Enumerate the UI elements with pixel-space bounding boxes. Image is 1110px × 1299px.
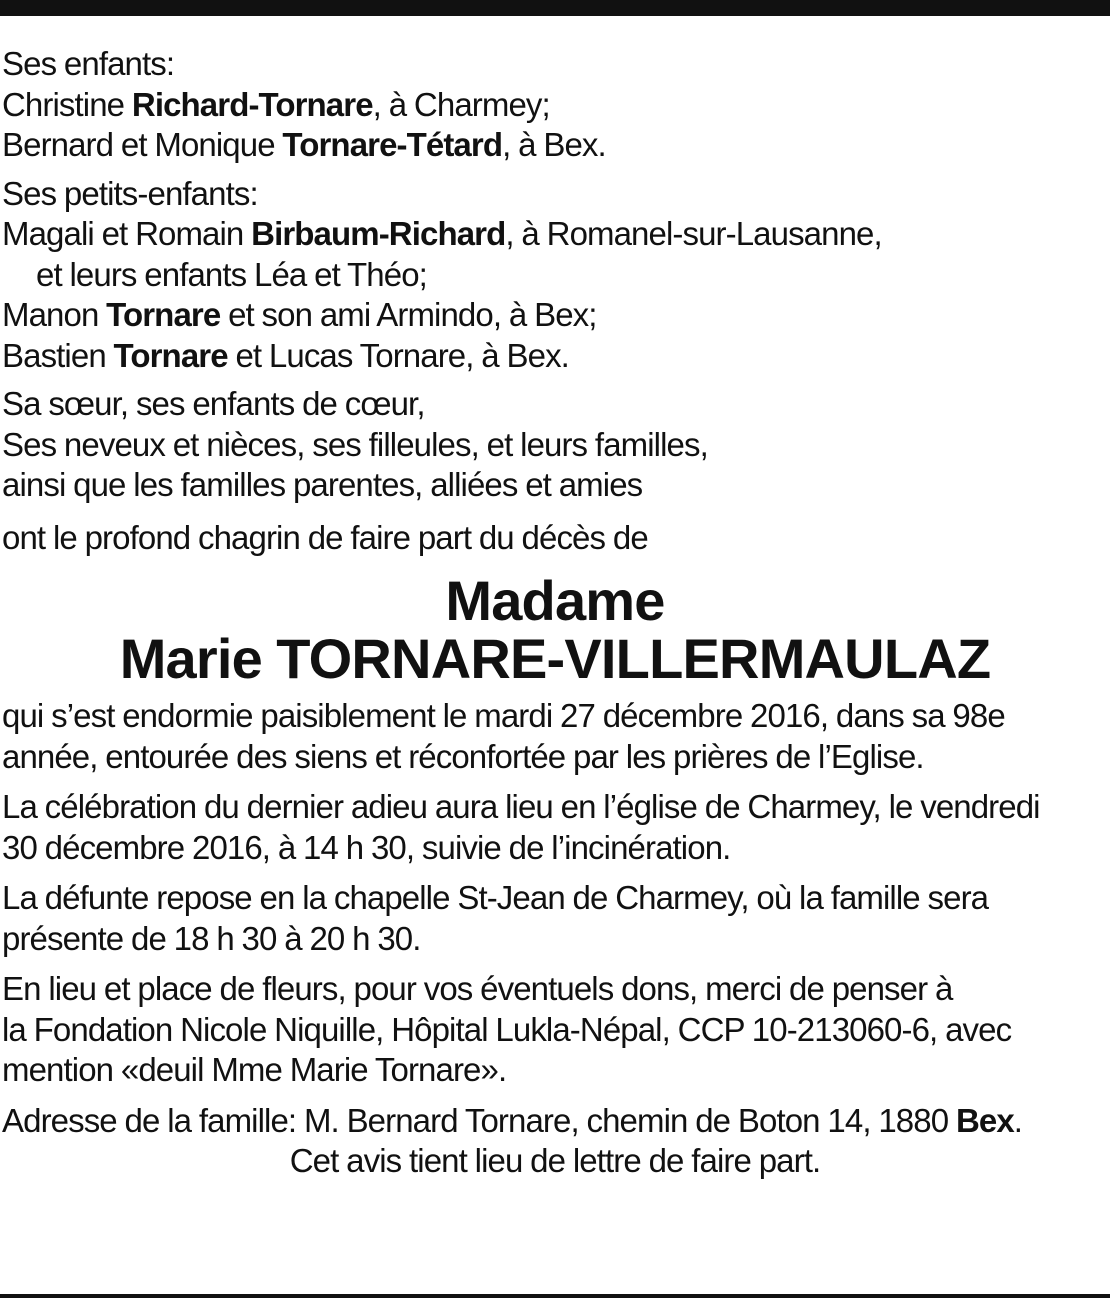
- great-grandchildren-line: et leurs enfants Léa et Théo;: [36, 255, 427, 293]
- child-surname: Richard-Tornare: [131, 85, 373, 123]
- deceased-title: Madame: [445, 569, 665, 632]
- address-paragraph: [2, 1101, 1108, 1182]
- relatives-line: Ses neveux et nièces, ses filleules, et leurs familles,: [2, 425, 708, 463]
- child-line: [2, 85, 1108, 126]
- child-line: [2, 125, 1108, 166]
- grandchild-location: , à Romanel-sur-Lausanne,: [505, 215, 882, 252]
- top-rule: [0, 0, 1110, 16]
- obituary-notice: [2, 44, 1108, 1182]
- grandchild-line: [2, 295, 1108, 336]
- grandchild-first-name: Bastien: [2, 336, 114, 374]
- relatives-line: Sa sœur, ses enfants de cœur,: [2, 385, 425, 422]
- child-first-name: Christine: [2, 85, 132, 123]
- deceased-block: [2, 569, 1108, 690]
- address-period: .: [1013, 1101, 1023, 1139]
- grandchild-location: et Lucas Tornare, à Bex.: [227, 336, 569, 374]
- grandchild-first-name: Manon: [2, 296, 107, 333]
- grandchildren-heading: Ses petits-enfants:: [2, 174, 258, 212]
- death-line: année, entourée des siens et réconfortée par les prières de l’Eglise.: [2, 737, 924, 775]
- child-location: , à Charmey;: [372, 85, 550, 123]
- death-line: qui s’est endormie paisiblement le mardi 27 décembre 2016, dans sa 98e: [2, 697, 1005, 734]
- address-line: [2, 1101, 1108, 1142]
- grandchild-location: et son ami Armindo, à Bex;: [220, 296, 597, 333]
- relatives-line: ainsi que les familles parentes, alliées et amies: [2, 466, 643, 503]
- grandchild-first-name: Magali et Romain: [2, 215, 252, 252]
- relatives-section: [2, 384, 1108, 506]
- grandchild-surname: Tornare: [113, 336, 228, 374]
- announcement: [2, 518, 1108, 559]
- children-heading: Ses enfants:: [2, 45, 175, 82]
- grandchild-surname: Tornare: [106, 296, 221, 333]
- ceremony-line: 30 décembre 2016, à 14 h 30, suivie de l’incinération.: [2, 828, 731, 866]
- grandchild-line: [2, 336, 1108, 377]
- grandchildren-section: [2, 174, 1108, 377]
- viewing-line: La défunte repose en la chapelle St-Jean de Charmey, où la famille sera: [2, 879, 989, 916]
- donation-line: mention «deuil Mme Marie Tornare».: [2, 1051, 507, 1088]
- ceremony-paragraph: [2, 787, 1108, 868]
- child-location: , à Bex.: [502, 126, 606, 163]
- grandchild-surname: Birbaum-Richard: [251, 215, 506, 252]
- announcement-text: ont le profond chagrin de faire part du décès de: [2, 518, 648, 556]
- details-section: [2, 696, 1108, 1182]
- ceremony-line: La célébration du dernier adieu aura lieu en l’église de Charmey, le vendredi: [2, 788, 1040, 825]
- viewing-line: présente de 18 h 30 à 20 h 30.: [2, 919, 421, 957]
- donation-paragraph: [2, 969, 1108, 1091]
- donation-line: la Fondation Nicole Niquille, Hôpital Lukla-Népal, CCP 10-213060-6, avec: [2, 1010, 1012, 1048]
- child-first-name: Bernard et Monique: [2, 126, 283, 163]
- viewing-paragraph: [2, 878, 1108, 959]
- deceased-name: Marie TORNARE-VILLERMAULAZ: [119, 627, 991, 690]
- child-surname: Tornare-Tétard: [282, 126, 503, 163]
- address-text: Adresse de la famille: M. Bernard Tornare, chemin de Boton 14, 1880: [2, 1101, 956, 1139]
- closing-note: Cet avis tient lieu de lettre de faire part.: [289, 1142, 821, 1179]
- death-paragraph: [2, 696, 1108, 777]
- bottom-rule: [0, 1294, 1110, 1298]
- address-city: Bex: [955, 1101, 1014, 1139]
- grandchild-line: [2, 214, 1108, 255]
- donation-line: En lieu et place de fleurs, pour vos éventuels dons, merci de penser à: [2, 970, 953, 1007]
- children-section: [2, 44, 1108, 166]
